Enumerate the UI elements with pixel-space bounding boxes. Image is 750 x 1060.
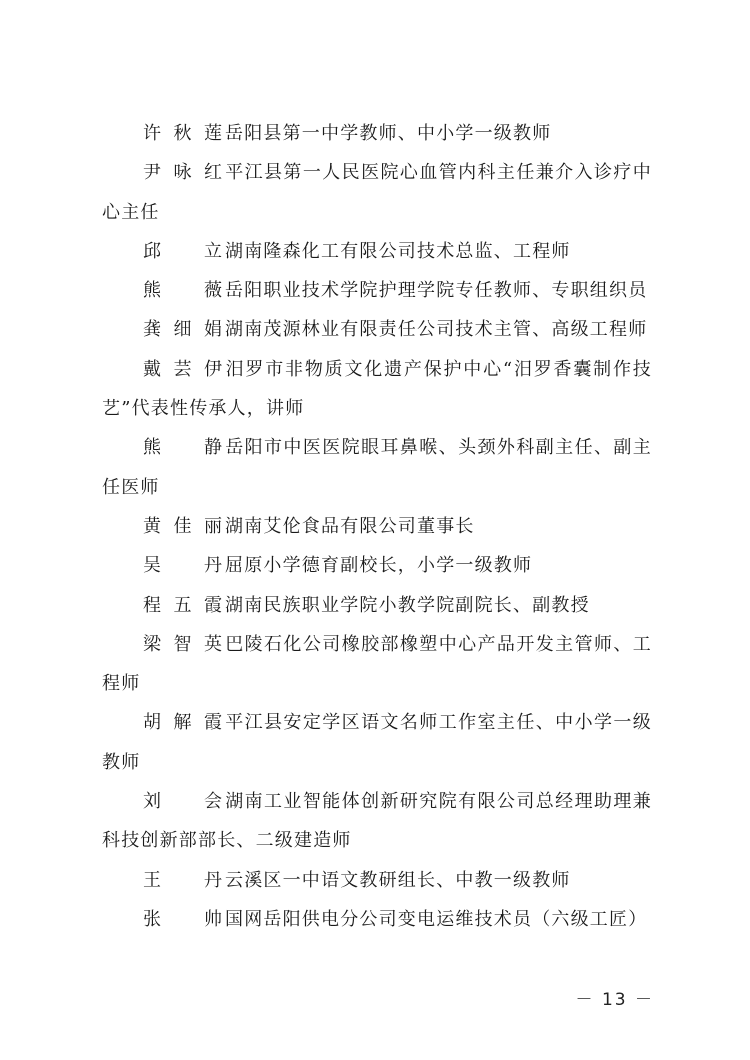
person-description: 汨罗市非物质文化遗产保护中心“汨罗香囊制作技艺”代表性传承人，讲师 — [102, 358, 652, 420]
person-name: 程五霞 — [143, 594, 223, 616]
person-description: 岳阳县第一中学教师、中小学一级教师 — [225, 123, 552, 144]
person-description: 湖南艾伦食品有限公司董事长 — [225, 515, 475, 537]
person-name: 张帅 — [143, 908, 223, 930]
list-item — [102, 900, 652, 939]
list-item — [102, 782, 652, 861]
person-name: 戴芸伊 — [143, 358, 223, 380]
person-name: 梁智英 — [143, 633, 223, 655]
list-item — [102, 507, 652, 546]
page-number: － 13 － — [575, 990, 654, 1010]
person-name: 刘会 — [143, 791, 223, 813]
list-item — [102, 586, 652, 625]
list-item — [102, 271, 652, 310]
honoree-list — [102, 114, 652, 939]
person-name: 胡解霞 — [143, 712, 223, 734]
person-description: 岳阳职业技术学院护理学院专任教师、专职组织员 — [225, 280, 648, 302]
person-name: 许秋莲 — [143, 123, 223, 144]
list-item — [102, 861, 652, 900]
list-item — [102, 546, 652, 585]
list-item — [102, 350, 652, 429]
list-item — [102, 232, 652, 271]
person-description: 国网岳阳供电分公司变电运维技术员（六级工匠） — [225, 908, 648, 930]
person-description: 巴陵石化公司橡胶部橡塑中心产品开发主管师、工程师 — [102, 633, 652, 695]
person-description: 湖南隆森化工有限公司技术总监、工程师 — [225, 240, 571, 262]
list-item — [102, 625, 652, 704]
person-name: 邱立 — [143, 240, 223, 262]
person-name: 熊薇 — [143, 280, 223, 302]
person-description: 湖南工业智能体创新研究院有限公司总经理助理兼科技创新部部长、二级建造师 — [102, 791, 652, 852]
person-name: 王丹 — [143, 869, 223, 891]
person-description: 云溪区一中语文教研组长、中教一级教师 — [225, 869, 571, 891]
person-description: 平江县第一人民医院心血管内科主任兼介入诊疗中心主任 — [102, 162, 652, 223]
person-name: 尹咏红 — [143, 162, 223, 184]
person-description: 平江县安定学区语文名师工作室主任、中小学一级教师 — [102, 712, 652, 773]
list-item — [102, 153, 652, 232]
list-item — [102, 310, 652, 349]
person-name: 吴丹 — [143, 555, 223, 577]
list-item — [102, 703, 652, 782]
person-name: 黄佳丽 — [143, 515, 223, 537]
person-description: 湖南民族职业学院小教学院副院长、副教授 — [225, 594, 590, 616]
person-name: 龚细娟 — [143, 319, 223, 341]
list-item — [102, 114, 652, 153]
person-name: 熊静 — [143, 437, 223, 459]
person-description: 屈原小学德育副校长，小学一级教师 — [225, 555, 533, 577]
person-description: 岳阳市中医医院眼耳鼻喉、头颈外科副主任、副主任医师 — [102, 437, 652, 498]
list-item — [102, 428, 652, 507]
person-description: 湖南茂源林业有限责任公司技术主管、高级工程师 — [225, 319, 648, 341]
